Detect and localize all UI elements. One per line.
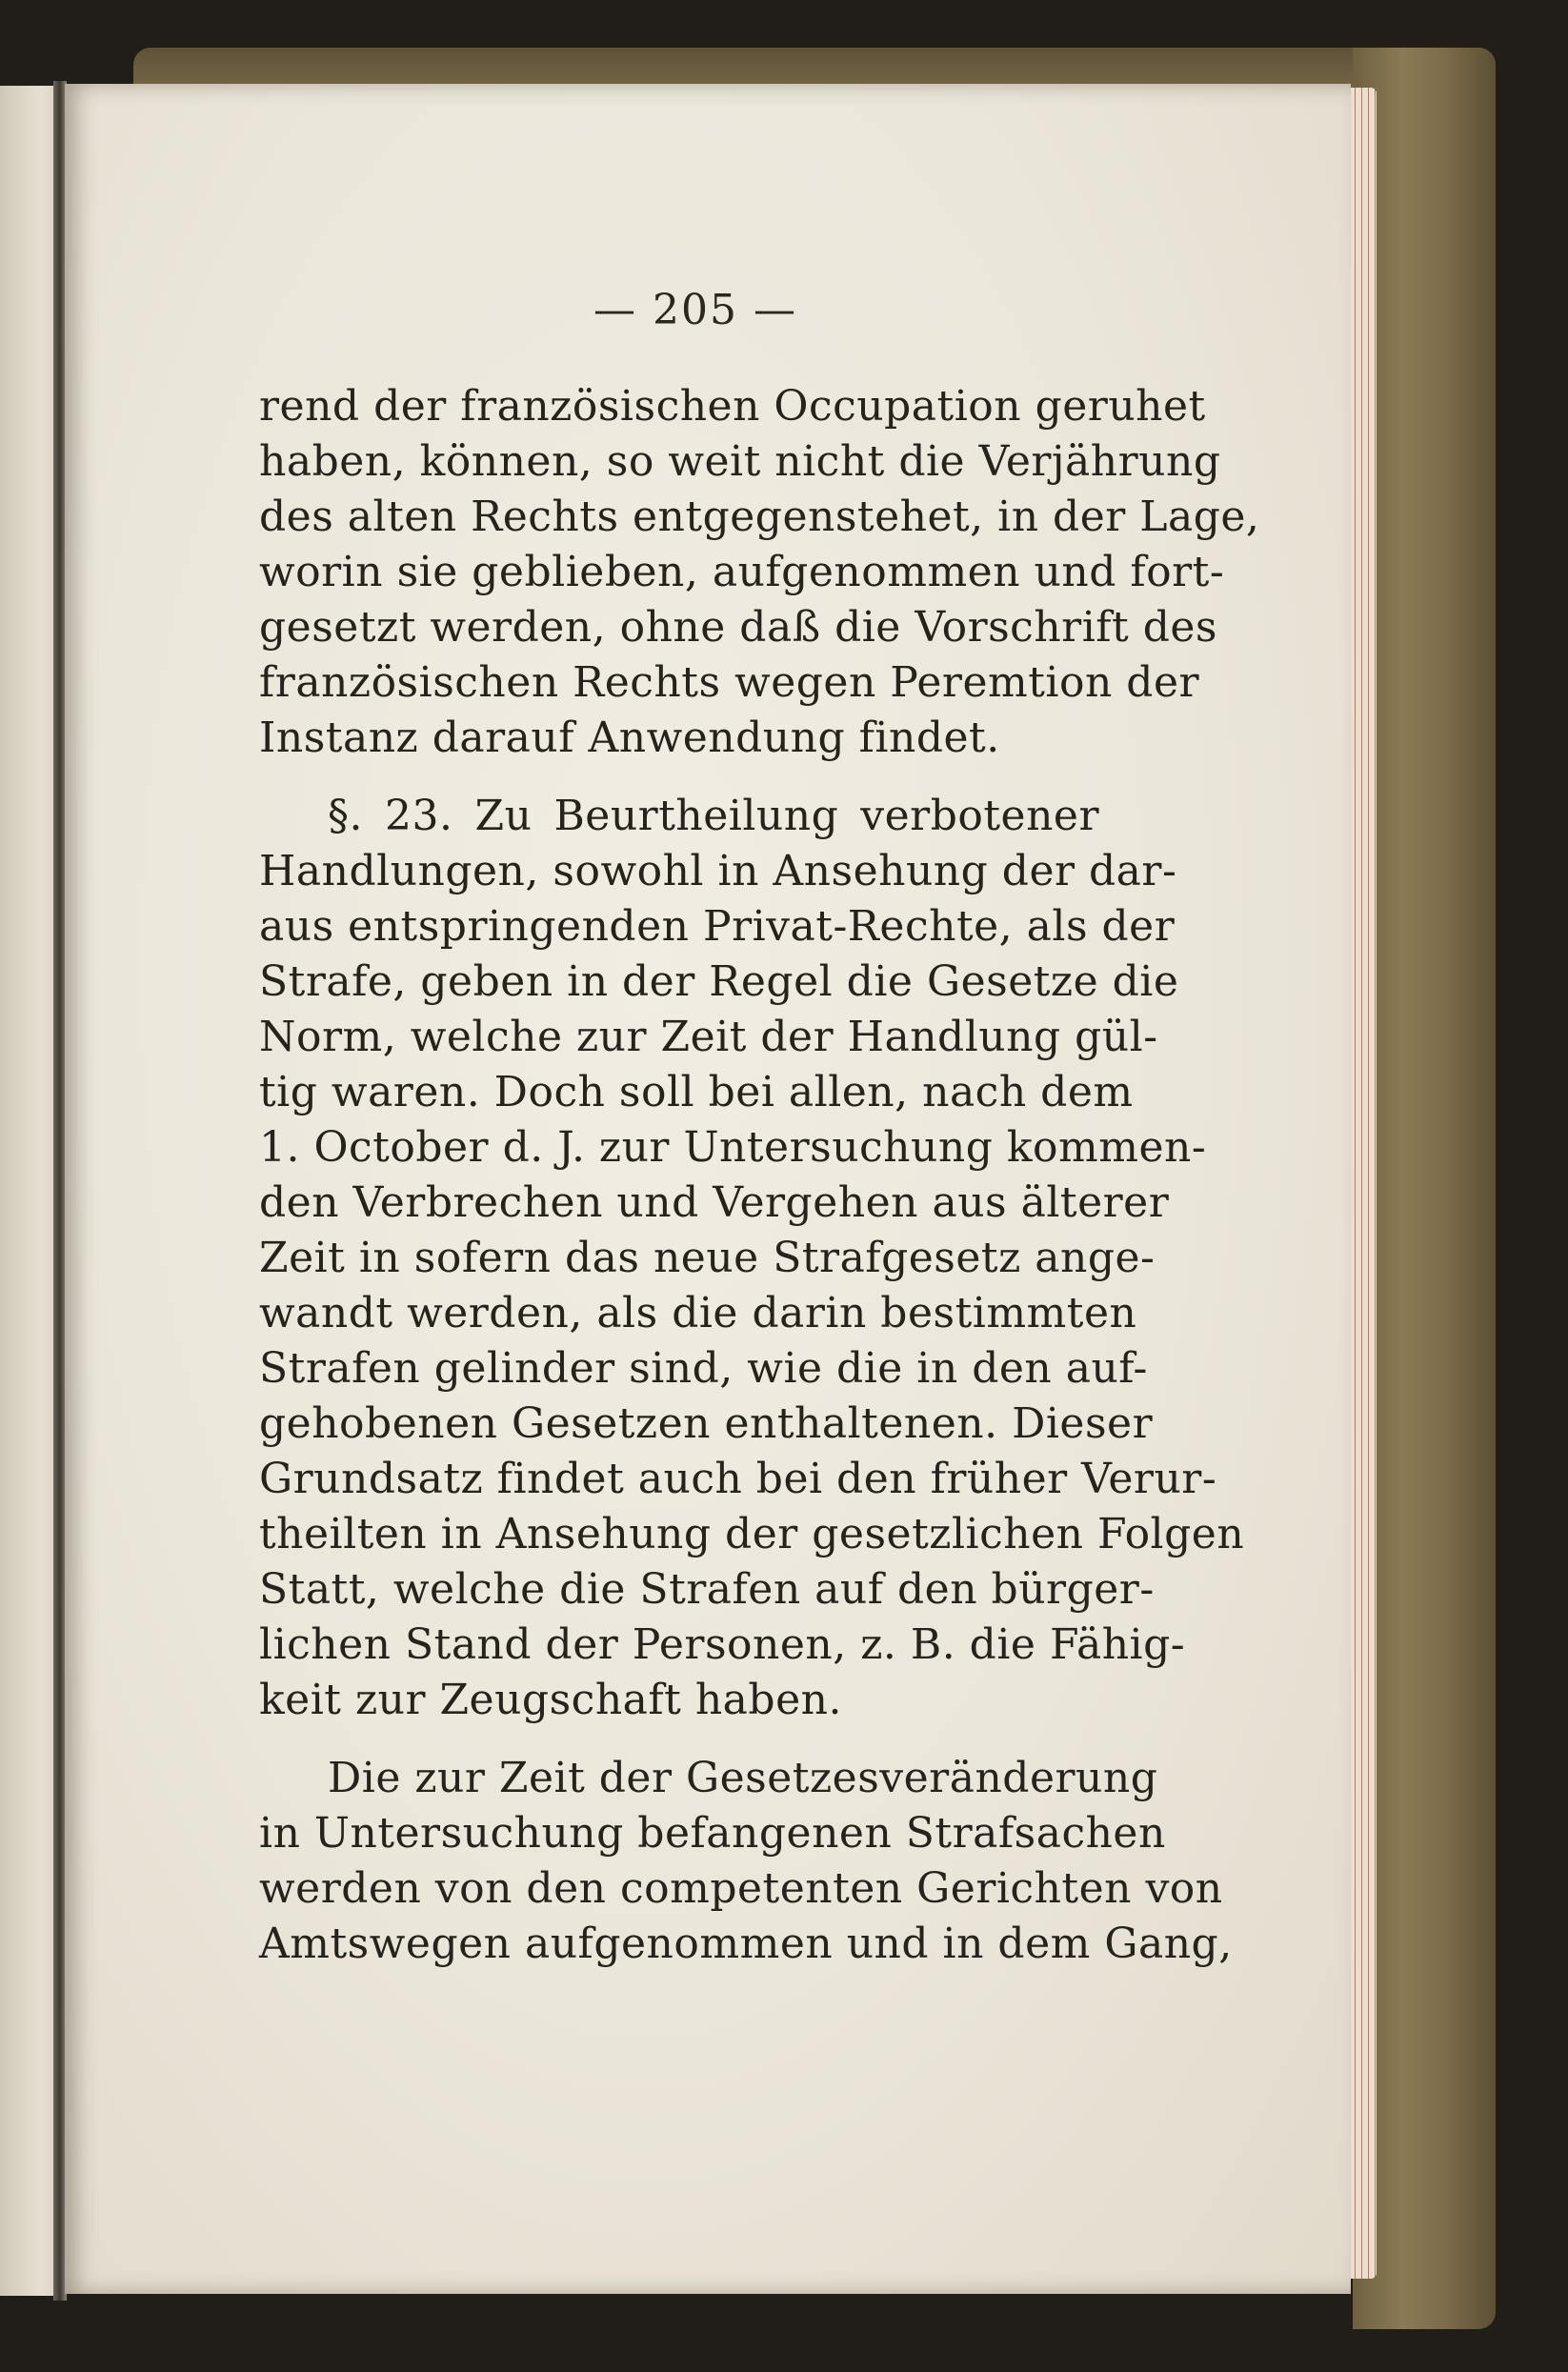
text-line: aus entspringenden Privat-Rechte, als der	[259, 902, 1176, 951]
text-line: werden von den competenten Gerichten von	[259, 1864, 1223, 1913]
text-line: Handlungen, sowohl in Ansehung der dar-	[259, 847, 1177, 895]
left-facing-page	[0, 86, 59, 2296]
page-number: — 205 —	[593, 286, 797, 334]
text-line: gehobenen Gesetzen enthaltenen. Dieser	[259, 1399, 1154, 1448]
text-line: Strafe, geben in der Regel die Gesetze die	[259, 957, 1179, 1006]
text-line: tig waren. Doch soll bei allen, nach dem	[259, 1068, 1134, 1116]
text-line: theilten in Ansehung der gesetzlichen Folgen	[259, 1510, 1245, 1558]
text-line: Die zur Zeit der Gesetzesveränderung	[328, 1754, 1158, 1802]
text-line: wandt werden, als die darin bestimmten	[259, 1289, 1137, 1337]
text-line: keit zur Zeugschaft haben.	[259, 1676, 842, 1724]
text-line: Instanz darauf Anwendung findet.	[259, 714, 1000, 762]
text-line: den Verbrechen und Vergehen aus älterer	[259, 1178, 1170, 1227]
text-line: des alten Rechts entgegenstehet, in der Lage,	[259, 492, 1260, 541]
page-text	[259, 379, 1260, 1972]
text-line: lichen Stand der Personen, z. B. die Fähig-	[259, 1620, 1186, 1669]
text-line: Amtswegen aufgenommen und in dem Gang,	[259, 1920, 1233, 1968]
text-line: in Untersuchung befangenen Strafsachen	[259, 1809, 1166, 1858]
text-line: Strafen gelinder sind, wie die in den auf-	[259, 1344, 1148, 1393]
paragraph-spacer	[259, 766, 1099, 789]
text-line: 1. October d. J. zur Untersuchung kommen-	[259, 1123, 1207, 1172]
text-line: Statt, welche die Strafen auf den bürger-	[259, 1565, 1155, 1614]
text-line: Norm, welche zur Zeit der Handlung gül-	[259, 1013, 1158, 1061]
text-line: gesetzt werden, ohne daß die Vorschrift des	[259, 603, 1217, 652]
paragraph-3	[259, 1751, 1233, 1972]
paragraph-2	[259, 789, 1245, 1728]
text-line: Grundsatz findet auch bei den früher Verur-	[259, 1455, 1217, 1503]
text-line: französischen Rechts wegen Peremtion der	[259, 658, 1200, 707]
text-line: §. 23. Zu Beurtheilung verbotener	[328, 792, 1099, 840]
text-line: Zeit in sofern das neue Strafgesetz ange-	[259, 1234, 1156, 1282]
text-line: rend der französischen Occupation geruhet	[259, 382, 1206, 431]
text-line: worin sie geblieben, aufgenommen und fort-	[259, 548, 1225, 596]
paragraph-spacer	[259, 1728, 1099, 1751]
paragraph-1	[259, 379, 1260, 766]
text-line: haben, können, so weit nicht die Verjährung	[259, 437, 1221, 486]
